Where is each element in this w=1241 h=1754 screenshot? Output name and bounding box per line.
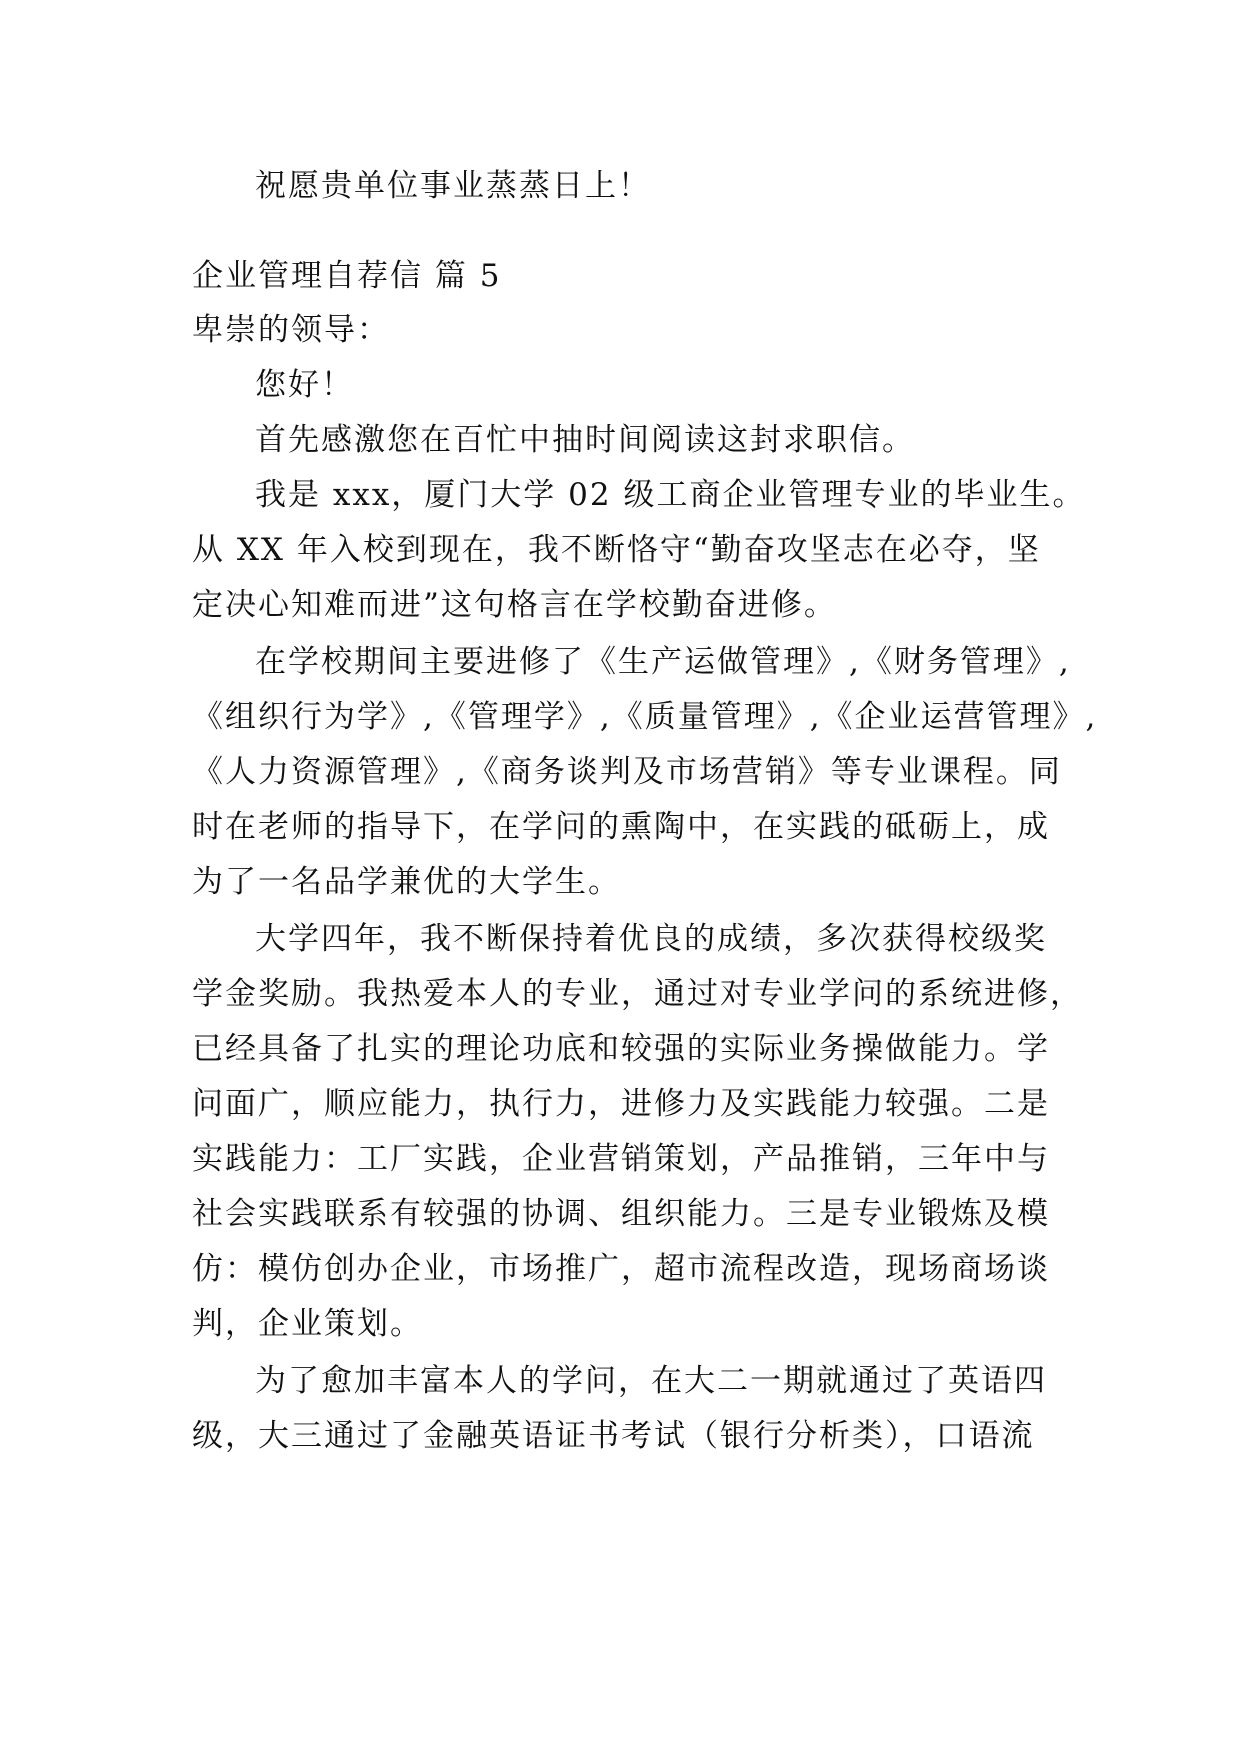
body-line: 问面广，顺应能力，执行力，进修力及实践能力较强。二是 [192, 1086, 1050, 1122]
greeting-line: 您好！ [255, 367, 354, 403]
body-line: 仿：模仿创办企业，市场推广，超市流程改造，现场商场谈 [192, 1251, 1050, 1287]
body-line: 在学校期间主要进修了《生产运做管理》,《财务管理》, [255, 644, 1071, 680]
closing-line: 祝愿贵单位事业蒸蒸日上！ [255, 168, 651, 204]
body-line: 时在老师的指导下，在学问的熏陶中，在实践的砥砺上，成 [192, 809, 1050, 845]
body-line: 为了愈加丰富本人的学问，在大二一期就通过了英语四 [255, 1363, 1047, 1399]
section-title: 企业管理自荐信 篇 5 [192, 258, 502, 294]
body-line: 定决心知难而进”这句格言在学校勤奋进修。 [192, 587, 837, 623]
body-line: 学金奖励。我热爱本人的专业，通过对专业学问的系统进修， [192, 976, 1083, 1012]
body-line: 《人力资源管理》,《商务谈判及市场营销》等专业课程。同 [192, 754, 1062, 790]
body-line: 社会实践联系有较强的协调、组织能力。三是专业锻炼及模 [192, 1196, 1050, 1232]
body-line: 从 XX 年入校到现在，我不断恪守“勤奋攻坚志在必夺，坚 [192, 532, 1041, 568]
body-line: 《组织行为学》,《管理学》,《质量管理》,《企业运营管理》, [192, 699, 1098, 735]
body-line: 大学四年，我不断保持着优良的成绩，多次获得校级奖 [255, 921, 1047, 957]
salutation: 卑崇的领导： [192, 312, 390, 348]
body-line: 判，企业策划。 [192, 1306, 423, 1342]
body-line: 已经具备了扎实的理论功底和较强的实际业务操做能力。学 [192, 1031, 1050, 1067]
body-line: 首先感激您在百忙中抽时间阅读这封求职信。 [255, 422, 915, 458]
body-line: 级，大三通过了金融英语证书考试（银行分析类），口语流 [192, 1418, 1035, 1454]
body-line: 为了一名品学兼优的大学生。 [192, 864, 621, 900]
body-line: 我是 xxx，厦门大学 02 级工商企业管理专业的毕业生。 [255, 477, 1086, 513]
body-line: 实践能力：工厂实践，企业营销策划，产品推销，三年中与 [192, 1141, 1050, 1177]
